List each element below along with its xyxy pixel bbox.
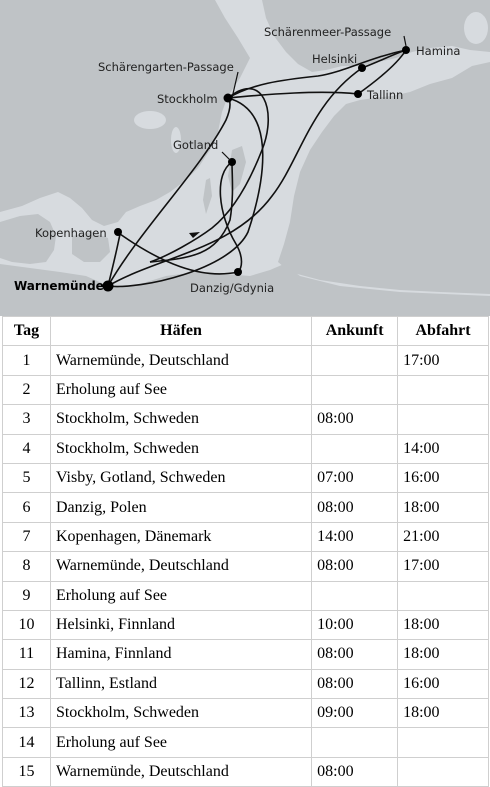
day-cell: 11 [3, 640, 51, 669]
port-label: Schärengarten-Passage [98, 60, 234, 74]
departure-cell: 18:00 [398, 699, 489, 728]
table-header-row [3, 317, 489, 346]
port-label: Warnemünde [14, 279, 104, 293]
port-marker-helsinki [358, 64, 366, 72]
table-row [3, 375, 489, 404]
lake-vanern [134, 111, 166, 129]
port-label: Hamina [416, 44, 461, 58]
arrival-cell: 08:00 [312, 552, 398, 581]
arrival-cell: 08:00 [312, 405, 398, 434]
departure-cell: 16:00 [398, 669, 489, 698]
day-cell: 12 [3, 669, 51, 698]
departure-cell: 17:00 [398, 552, 489, 581]
day-cell: 14 [3, 728, 51, 757]
departure-cell [398, 375, 489, 404]
port-cell: Hamina, Finnland [50, 640, 311, 669]
arrival-cell [312, 581, 398, 610]
departure-cell [398, 581, 489, 610]
route-map [0, 0, 490, 316]
table-row [3, 552, 489, 581]
departure-cell [398, 757, 489, 786]
port-label: Schärenmeer-Passage [264, 25, 392, 39]
port-cell: Visby, Gotland, Schweden [50, 463, 311, 492]
port-marker-kopenhagen [114, 228, 122, 236]
port-cell: Erholung auf See [50, 728, 311, 757]
table-row [3, 522, 489, 551]
arrival-cell [312, 346, 398, 375]
column-header-departure: Abfahrt [398, 317, 489, 346]
arrival-cell: 09:00 [312, 699, 398, 728]
arrival-cell: 07:00 [312, 463, 398, 492]
arrival-cell [312, 728, 398, 757]
port-cell: Tallinn, Estland [50, 669, 311, 698]
port-cell: Erholung auf See [50, 581, 311, 610]
arrival-cell: 08:00 [312, 669, 398, 698]
table-row [3, 346, 489, 375]
departure-cell: 18:00 [398, 610, 489, 639]
port-marker-stockholm [224, 94, 233, 103]
column-header-day: Tag [3, 317, 51, 346]
port-cell: Stockholm, Schweden [50, 699, 311, 728]
arrival-cell: 14:00 [312, 522, 398, 551]
port-cell: Stockholm, Schweden [50, 434, 311, 463]
arrival-cell: 08:00 [312, 493, 398, 522]
day-cell: 1 [3, 346, 51, 375]
day-cell: 9 [3, 581, 51, 610]
port-cell: Warnemünde, Deutschland [50, 346, 311, 375]
departure-cell [398, 405, 489, 434]
column-header-arrival: Ankunft [312, 317, 398, 346]
departure-cell [398, 728, 489, 757]
day-cell: 8 [3, 552, 51, 581]
day-cell: 4 [3, 434, 51, 463]
lake-ladoga [464, 12, 488, 44]
departure-cell: 18:00 [398, 640, 489, 669]
table-row [3, 581, 489, 610]
table-row [3, 463, 489, 492]
departure-cell: 21:00 [398, 522, 489, 551]
departure-cell: 17:00 [398, 346, 489, 375]
table-row [3, 728, 489, 757]
table-row [3, 640, 489, 669]
itinerary-table [2, 316, 489, 787]
day-cell: 7 [3, 522, 51, 551]
arrival-cell [312, 434, 398, 463]
port-cell: Warnemünde, Deutschland [50, 757, 311, 786]
day-cell: 15 [3, 757, 51, 786]
departure-cell: 14:00 [398, 434, 489, 463]
day-cell: 2 [3, 375, 51, 404]
arrival-cell: 08:00 [312, 757, 398, 786]
column-header-port: Häfen [50, 317, 311, 346]
port-cell: Danzig, Polen [50, 493, 311, 522]
port-marker-hamina [402, 46, 410, 54]
port-label: Gotland [173, 138, 219, 152]
arrival-cell: 10:00 [312, 610, 398, 639]
day-cell: 10 [3, 610, 51, 639]
port-marker-danzig [234, 268, 242, 276]
port-marker-warnemuende [103, 281, 114, 292]
arrival-cell: 08:00 [312, 640, 398, 669]
port-cell: Helsinki, Finnland [50, 610, 311, 639]
departure-cell: 18:00 [398, 493, 489, 522]
port-label: Danzig/Gdynia [190, 281, 275, 295]
table-row [3, 610, 489, 639]
day-cell: 3 [3, 405, 51, 434]
table-row [3, 405, 489, 434]
table-row [3, 757, 489, 786]
port-cell: Warnemünde, Deutschland [50, 552, 311, 581]
day-cell: 13 [3, 699, 51, 728]
port-cell: Stockholm, Schweden [50, 405, 311, 434]
port-label: Helsinki [312, 52, 358, 66]
table-row [3, 699, 489, 728]
day-cell: 5 [3, 463, 51, 492]
port-cell: Kopenhagen, Dänemark [50, 522, 311, 551]
port-label: Tallinn [367, 88, 404, 102]
table-row [3, 669, 489, 698]
port-label: Kopenhagen [35, 226, 107, 240]
table-row [3, 493, 489, 522]
port-marker-tallinn [354, 90, 362, 98]
port-label: Stockholm [157, 92, 218, 106]
day-cell: 6 [3, 493, 51, 522]
port-cell: Erholung auf See [50, 375, 311, 404]
table-row [3, 434, 489, 463]
arrival-cell [312, 375, 398, 404]
departure-cell: 16:00 [398, 463, 489, 492]
